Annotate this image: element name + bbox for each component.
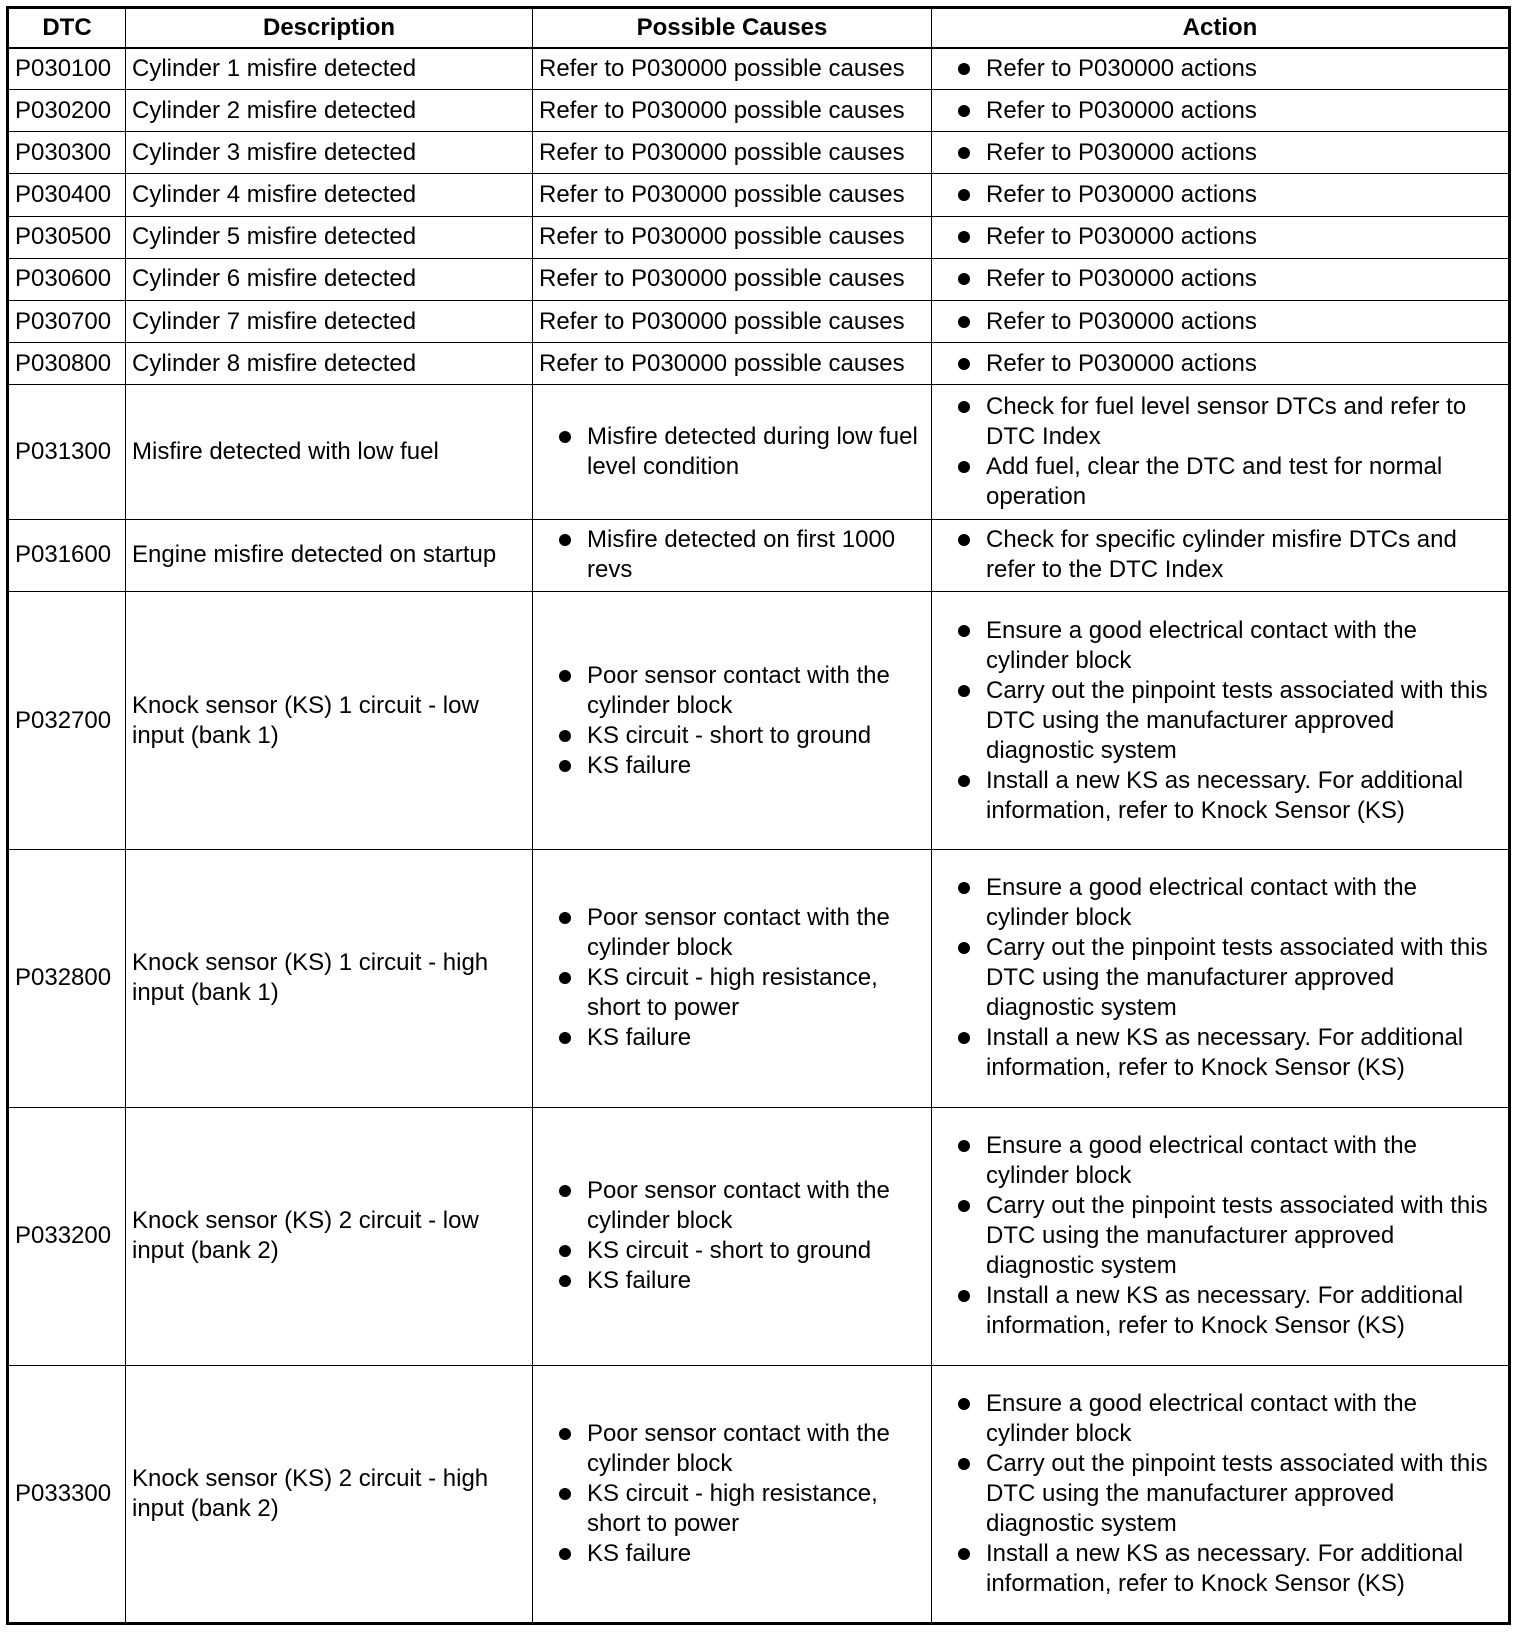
dtc-code-cell: P030500 [8, 216, 126, 258]
table-row [8, 592, 1510, 850]
dtc-code-cell: P030300 [8, 132, 126, 174]
cause-item: Poor sensor contact with the cylinder block [559, 1176, 925, 1236]
action-cell [932, 258, 1510, 300]
action-cell [932, 592, 1510, 850]
table-row [8, 385, 1510, 520]
description-cell: Misfire detected with low fuel [126, 385, 533, 520]
actions-list [958, 307, 1502, 337]
action-item: Install a new KS as necessary. For additional information, refer to Knock Sensor (KS) [958, 1539, 1502, 1599]
action-cell [932, 132, 1510, 174]
dtc-code-cell: P033200 [8, 1107, 126, 1365]
dtc-code-cell: P030400 [8, 174, 126, 216]
dtc-code-cell: P030700 [8, 300, 126, 342]
actions-list [958, 138, 1502, 168]
dtc-table [6, 6, 1511, 1625]
table-row [8, 132, 1510, 174]
action-cell [932, 174, 1510, 216]
description-cell: Cylinder 4 misfire detected [126, 174, 533, 216]
description-cell: Cylinder 8 misfire detected [126, 343, 533, 385]
description-cell: Cylinder 3 misfire detected [126, 132, 533, 174]
action-item: Ensure a good electrical contact with the cylinder block [958, 1131, 1502, 1191]
actions-list [958, 1389, 1502, 1599]
action-item: Carry out the pinpoint tests associated with this DTC using the manufacturer approved diagnostic system [958, 1449, 1502, 1539]
dtc-code-cell: P030600 [8, 258, 126, 300]
possible-causes-cell: Refer to P030000 possible causes [533, 300, 932, 342]
cause-item: KS failure [559, 1023, 925, 1053]
description-cell: Cylinder 2 misfire detected [126, 90, 533, 132]
table-row [8, 1107, 1510, 1365]
action-item: Add fuel, clear the DTC and test for normal operation [958, 452, 1502, 512]
dtc-code-cell: P032800 [8, 849, 126, 1107]
description-cell: Knock sensor (KS) 1 circuit - low input (bank 1) [126, 592, 533, 850]
header-possible-causes: Possible Causes [533, 8, 932, 48]
actions-list [958, 1131, 1502, 1341]
possible-causes-cell: Refer to P030000 possible causes [533, 132, 932, 174]
cause-item: Poor sensor contact with the cylinder block [559, 903, 925, 963]
cause-item: KS failure [559, 1266, 925, 1296]
causes-list [559, 422, 925, 482]
action-item: Refer to P030000 actions [958, 349, 1502, 379]
header-description: Description [126, 8, 533, 48]
table-row [8, 174, 1510, 216]
action-item: Install a new KS as necessary. For additional information, refer to Knock Sensor (KS) [958, 766, 1502, 826]
cause-item: KS failure [559, 751, 925, 781]
action-cell [932, 849, 1510, 1107]
actions-list [958, 222, 1502, 252]
actions-list [958, 264, 1502, 294]
action-item: Install a new KS as necessary. For additional information, refer to Knock Sensor (KS) [958, 1281, 1502, 1341]
possible-causes-cell [533, 592, 932, 850]
action-cell [932, 1365, 1510, 1623]
possible-causes-cell [533, 385, 932, 520]
action-item: Carry out the pinpoint tests associated with this DTC using the manufacturer approved diagnostic system [958, 676, 1502, 766]
action-cell [932, 300, 1510, 342]
actions-list [958, 525, 1502, 585]
header-dtc: DTC [8, 8, 126, 48]
actions-list [958, 96, 1502, 126]
cause-item: KS circuit - short to ground [559, 1236, 925, 1266]
table-row [8, 1365, 1510, 1623]
causes-list [559, 1176, 925, 1296]
action-item: Check for specific cylinder misfire DTCs and refer to the DTC Index [958, 525, 1502, 585]
causes-list [559, 661, 925, 781]
dtc-code-cell: P031300 [8, 385, 126, 520]
action-item: Ensure a good electrical contact with the cylinder block [958, 1389, 1502, 1449]
actions-list [958, 349, 1502, 379]
table-row [8, 258, 1510, 300]
possible-causes-cell [533, 1365, 932, 1623]
action-item: Ensure a good electrical contact with the cylinder block [958, 616, 1502, 676]
dtc-code-cell: P032700 [8, 592, 126, 850]
causes-list [559, 1419, 925, 1569]
table-row [8, 90, 1510, 132]
possible-causes-cell [533, 849, 932, 1107]
cause-item: Poor sensor contact with the cylinder block [559, 1419, 925, 1479]
dtc-code-cell: P030200 [8, 90, 126, 132]
table-row [8, 519, 1510, 591]
actions-list [958, 616, 1502, 826]
header-action: Action [932, 8, 1510, 48]
possible-causes-cell [533, 519, 932, 591]
cause-item: Misfire detected on first 1000 revs [559, 525, 925, 585]
description-cell: Cylinder 5 misfire detected [126, 216, 533, 258]
possible-causes-cell: Refer to P030000 possible causes [533, 90, 932, 132]
action-item: Refer to P030000 actions [958, 264, 1502, 294]
action-cell [932, 385, 1510, 520]
action-cell [932, 343, 1510, 385]
action-item: Refer to P030000 actions [958, 222, 1502, 252]
possible-causes-cell: Refer to P030000 possible causes [533, 174, 932, 216]
cause-item: Poor sensor contact with the cylinder block [559, 661, 925, 721]
cause-item: KS circuit - high resistance, short to power [559, 963, 925, 1023]
description-cell: Cylinder 6 misfire detected [126, 258, 533, 300]
table-row [8, 300, 1510, 342]
action-item: Refer to P030000 actions [958, 180, 1502, 210]
actions-list [958, 180, 1502, 210]
possible-causes-cell [533, 1107, 932, 1365]
cause-item: Misfire detected during low fuel level condition [559, 422, 925, 482]
action-item: Ensure a good electrical contact with the cylinder block [958, 873, 1502, 933]
cause-item: KS circuit - high resistance, short to power [559, 1479, 925, 1539]
table-body [8, 48, 1510, 1624]
table-row [8, 849, 1510, 1107]
dtc-code-cell: P031600 [8, 519, 126, 591]
actions-list [958, 54, 1502, 84]
dtc-code-cell: P030100 [8, 48, 126, 90]
action-item: Refer to P030000 actions [958, 307, 1502, 337]
description-cell: Knock sensor (KS) 2 circuit - low input (bank 2) [126, 1107, 533, 1365]
action-item: Refer to P030000 actions [958, 138, 1502, 168]
actions-list [958, 873, 1502, 1083]
description-cell: Cylinder 7 misfire detected [126, 300, 533, 342]
dtc-code-cell: P033300 [8, 1365, 126, 1623]
action-cell [932, 1107, 1510, 1365]
description-cell: Engine misfire detected on startup [126, 519, 533, 591]
action-cell [932, 48, 1510, 90]
table-row [8, 48, 1510, 90]
description-cell: Knock sensor (KS) 1 circuit - high input (bank 1) [126, 849, 533, 1107]
cause-item: KS failure [559, 1539, 925, 1569]
action-item: Install a new KS as necessary. For additional information, refer to Knock Sensor (KS) [958, 1023, 1502, 1083]
action-cell [932, 90, 1510, 132]
table-row [8, 216, 1510, 258]
causes-list [559, 903, 925, 1053]
action-cell [932, 519, 1510, 591]
causes-list [559, 525, 925, 585]
action-item: Carry out the pinpoint tests associated with this DTC using the manufacturer approved diagnostic system [958, 933, 1502, 1023]
action-item: Carry out the pinpoint tests associated with this DTC using the manufacturer approved diagnostic system [958, 1191, 1502, 1281]
description-cell: Cylinder 1 misfire detected [126, 48, 533, 90]
action-item: Check for fuel level sensor DTCs and refer to DTC Index [958, 392, 1502, 452]
cause-item: KS circuit - short to ground [559, 721, 925, 751]
actions-list [958, 392, 1502, 512]
action-cell [932, 216, 1510, 258]
possible-causes-cell: Refer to P030000 possible causes [533, 258, 932, 300]
possible-causes-cell: Refer to P030000 possible causes [533, 343, 932, 385]
dtc-code-cell: P030800 [8, 343, 126, 385]
header-row [8, 8, 1510, 48]
action-item: Refer to P030000 actions [958, 96, 1502, 126]
description-cell: Knock sensor (KS) 2 circuit - high input (bank 2) [126, 1365, 533, 1623]
possible-causes-cell: Refer to P030000 possible causes [533, 48, 932, 90]
table-row [8, 343, 1510, 385]
possible-causes-cell: Refer to P030000 possible causes [533, 216, 932, 258]
action-item: Refer to P030000 actions [958, 54, 1502, 84]
